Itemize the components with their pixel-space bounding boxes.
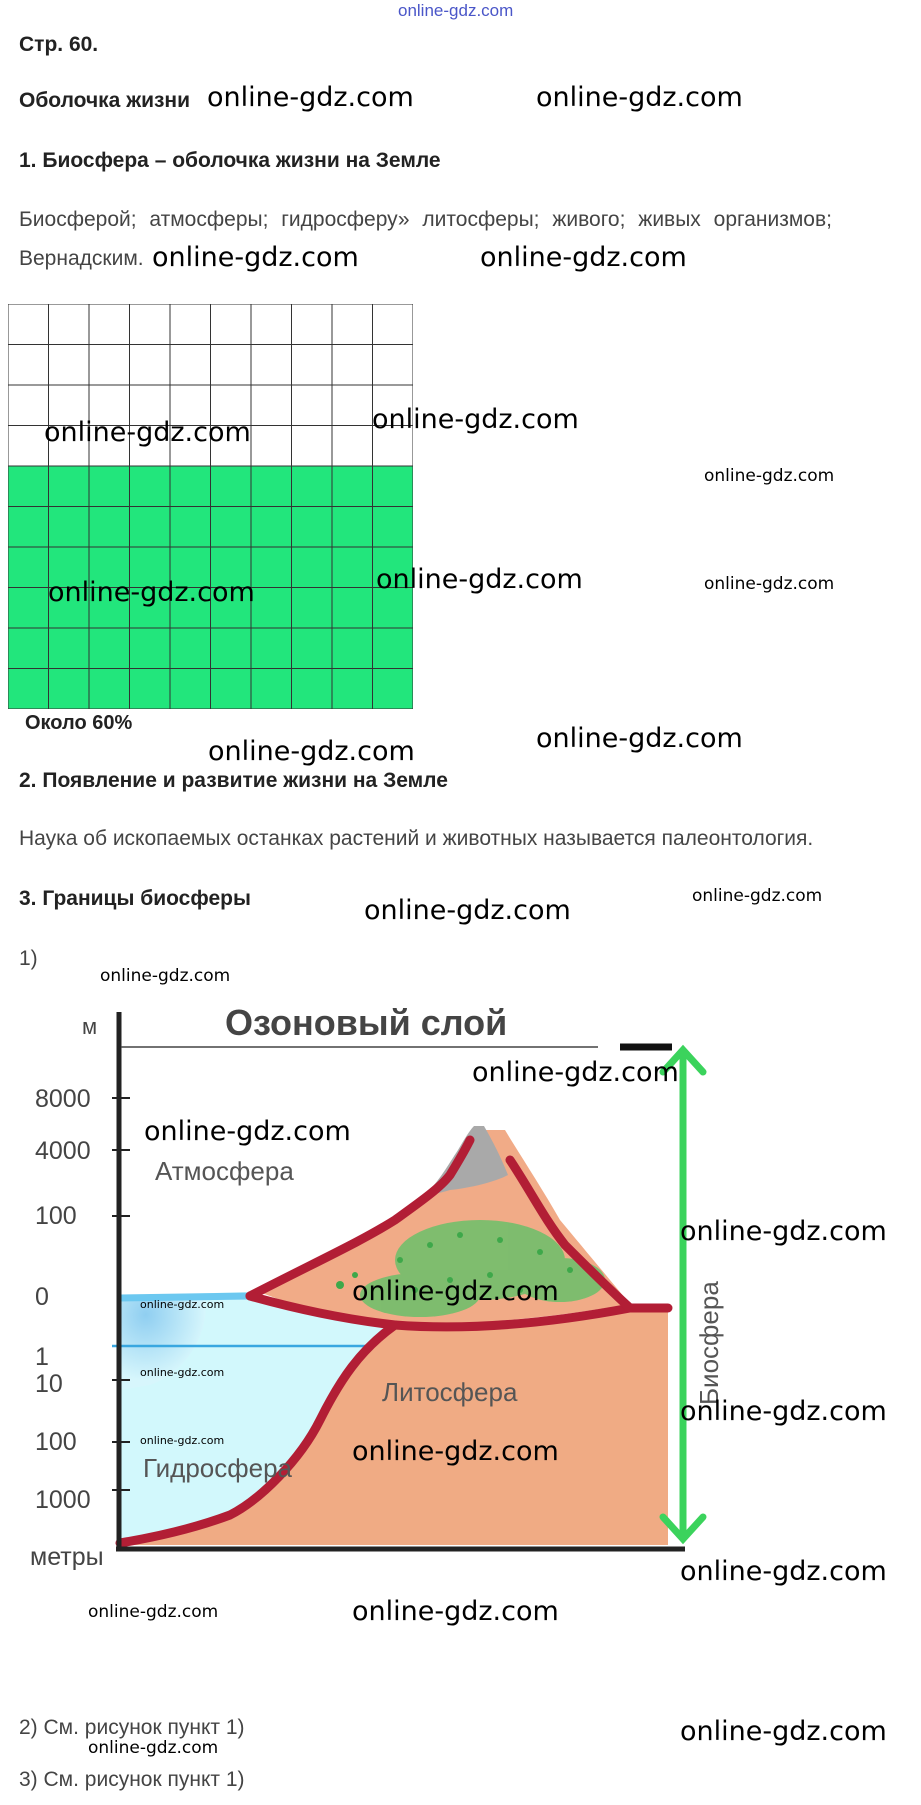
grid-cell-filled	[292, 669, 333, 710]
grid-cell-empty	[8, 304, 49, 345]
scale-label-8000: 8000	[35, 1085, 91, 1113]
watermark: online-gdz.com	[140, 1366, 225, 1379]
grid-cell-empty	[292, 304, 333, 345]
grid-cell-filled	[251, 628, 292, 669]
watermark: online-gdz.com	[44, 417, 251, 448]
grid-cell-empty	[8, 345, 49, 386]
scale-label-100-down: 100	[35, 1428, 77, 1456]
scale-label-100-up: 100	[35, 1202, 77, 1230]
grid-cell-empty	[130, 345, 171, 386]
scale-label-10: 10	[35, 1370, 63, 1398]
grid-cell-filled	[373, 628, 414, 669]
grid-cell-filled	[49, 669, 90, 710]
grid-cell-filled	[8, 669, 49, 710]
grid-cell-empty	[130, 304, 171, 345]
ozone-label: Озоновый слой	[225, 1002, 508, 1043]
watermark: online-gdz.com	[352, 1276, 559, 1307]
grid-cell-filled	[211, 669, 252, 710]
watermark: online-gdz.com	[48, 577, 255, 608]
grid-cell-filled	[8, 547, 49, 588]
grid-cell-filled	[170, 466, 211, 507]
watermark: online-gdz.com	[704, 574, 835, 594]
watermark: online-gdz.com	[372, 404, 579, 435]
grid-cell-empty	[292, 426, 333, 467]
watermark: online-gdz.com	[352, 1596, 559, 1627]
unit-bottom: метры	[30, 1543, 104, 1571]
grid-cell-filled	[332, 507, 373, 548]
grid-cell-filled	[332, 466, 373, 507]
watermark: online-gdz.com	[152, 242, 359, 273]
scale-label-4000: 4000	[35, 1137, 91, 1165]
scale-label-1: 1	[35, 1343, 49, 1371]
watermark: online-gdz.com	[352, 1436, 559, 1467]
watermark: online-gdz.com	[680, 1396, 887, 1427]
grid-cell-filled	[8, 628, 49, 669]
item2-text: 2) См. рисунок пункт 1)	[19, 1716, 245, 1739]
q2-heading: 2. Появление и развитие жизни на Земле	[19, 769, 448, 792]
grid-cell-filled	[211, 466, 252, 507]
grid-cell-filled	[89, 507, 130, 548]
grid-cell-empty	[49, 304, 90, 345]
item3-text: 3) См. рисунок пункт 1)	[19, 1768, 245, 1791]
grid-cell-filled	[373, 669, 414, 710]
watermark: online-gdz.com	[144, 1116, 351, 1147]
biosphere-label: Биосфера	[694, 1281, 724, 1405]
grid-cell-empty	[292, 345, 333, 386]
grid-cell-empty	[292, 385, 333, 426]
grid-cell-filled	[251, 547, 292, 588]
watermark: online-gdz.com	[704, 466, 835, 486]
grid-cell-filled	[130, 507, 171, 548]
watermark: online-gdz.com	[680, 1716, 887, 1747]
grid-cell-filled	[292, 547, 333, 588]
grid-cell-filled	[49, 507, 90, 548]
grid-cell-filled	[8, 466, 49, 507]
grid-cell-filled	[332, 628, 373, 669]
grid-cell-filled	[89, 466, 130, 507]
grid-cell-empty	[8, 426, 49, 467]
scale-label-0: 0	[35, 1283, 49, 1311]
grid-cell-filled	[292, 588, 333, 629]
watermark: online-gdz.com	[680, 1216, 887, 1247]
grid-cell-empty	[89, 304, 130, 345]
grid-cell-filled	[211, 628, 252, 669]
grid-cell-filled	[89, 628, 130, 669]
watermark: online-gdz.com	[207, 82, 414, 113]
grid-cell-empty	[251, 345, 292, 386]
grid-cell-filled	[332, 588, 373, 629]
watermark: online-gdz.com	[140, 1434, 225, 1447]
lithosphere-label: Литосфера	[382, 1377, 518, 1407]
grid-cell-filled	[251, 507, 292, 548]
watermark: online-gdz.com	[140, 1298, 225, 1311]
grid-cell-empty	[251, 385, 292, 426]
grid-cell-filled	[373, 466, 414, 507]
hydrosphere-label: Гидросфера	[143, 1453, 293, 1483]
watermark: online-gdz.com	[88, 1602, 219, 1622]
grid-cell-filled	[170, 507, 211, 548]
grid-cell-filled	[89, 669, 130, 710]
grid-cell-filled	[8, 507, 49, 548]
q1-answer-line1: Биосферой; атмосферы; гидросферу» литосферы; живого; живых организмов;	[19, 208, 832, 231]
grid-cell-empty	[251, 426, 292, 467]
percentage-grid	[8, 304, 413, 709]
grid-caption: Около 60%	[25, 712, 133, 734]
grid-cells	[8, 304, 413, 709]
watermark: online-gdz.com	[692, 886, 823, 906]
grid-cell-empty	[251, 304, 292, 345]
grid-cell-filled	[130, 466, 171, 507]
grid-cell-filled	[170, 628, 211, 669]
grid-cell-empty	[332, 345, 373, 386]
q2-answer: Наука об ископаемых останках растений и животных называется палеонтология.	[19, 827, 814, 850]
watermark: online-gdz.com	[536, 82, 743, 113]
grid-cell-empty	[170, 345, 211, 386]
grid-cell-filled	[251, 466, 292, 507]
grid-cell-empty	[332, 304, 373, 345]
grid-cell-empty	[373, 345, 414, 386]
grid-cell-filled	[251, 669, 292, 710]
grid-cell-filled	[49, 466, 90, 507]
grid-cell-filled	[332, 669, 373, 710]
watermark: online-gdz.com	[364, 895, 571, 926]
section-title: Оболочка жизни	[19, 89, 191, 112]
watermark: online-gdz.com	[472, 1057, 679, 1088]
biosphere-diagram	[0, 990, 921, 1630]
q1-answer-line2: Вернадским.	[19, 247, 144, 270]
unit-top: м	[82, 1014, 98, 1039]
top-watermark: online-gdz.com	[398, 1, 514, 20]
q3-heading: 3. Границы биосферы	[19, 887, 251, 910]
grid-cell-filled	[8, 588, 49, 629]
grid-cell-filled	[170, 669, 211, 710]
grid-cell-filled	[211, 507, 252, 548]
watermark: online-gdz.com	[88, 1738, 219, 1758]
grid-cell-empty	[373, 304, 414, 345]
grid-cell-empty	[89, 345, 130, 386]
watermark: online-gdz.com	[480, 242, 687, 273]
q1-heading: 1. Биосфера – оболочка жизни на Земле	[19, 149, 441, 172]
item1-label: 1)	[19, 947, 38, 970]
grid-cell-empty	[211, 345, 252, 386]
page-label: Стр. 60.	[19, 33, 99, 56]
grid-cell-empty	[332, 426, 373, 467]
grid-cell-empty	[332, 385, 373, 426]
grid-cell-filled	[130, 669, 171, 710]
scale-label-1000: 1000	[35, 1486, 91, 1514]
watermark: online-gdz.com	[680, 1556, 887, 1587]
atmosphere-label: Атмосфера	[155, 1156, 294, 1186]
watermark: online-gdz.com	[536, 723, 743, 754]
grid-cell-filled	[251, 588, 292, 629]
grid-cell-filled	[292, 507, 333, 548]
watermark: online-gdz.com	[376, 564, 583, 595]
grid-cell-filled	[49, 628, 90, 669]
grid-cell-filled	[332, 547, 373, 588]
grid-cell-filled	[130, 628, 171, 669]
watermark: online-gdz.com	[100, 966, 231, 986]
watermark: online-gdz.com	[208, 736, 415, 767]
grid-cell-filled	[292, 628, 333, 669]
grid-cell-empty	[8, 385, 49, 426]
grid-cell-empty	[211, 304, 252, 345]
grid-cell-filled	[292, 466, 333, 507]
grid-cell-filled	[373, 507, 414, 548]
grid-cell-empty	[49, 345, 90, 386]
grid-cell-empty	[170, 304, 211, 345]
